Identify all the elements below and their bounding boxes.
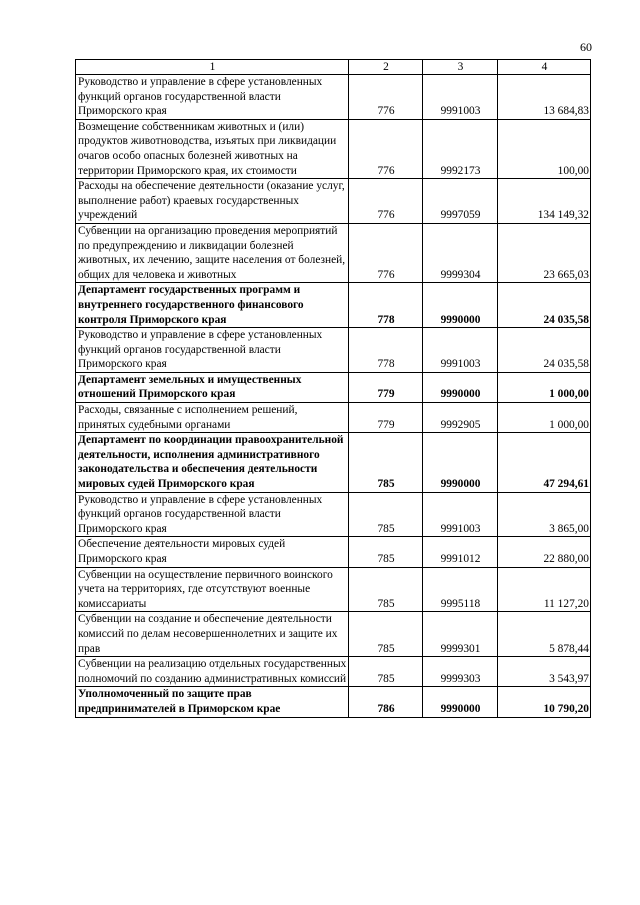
column-header-4: 4	[498, 60, 591, 75]
row-name: Обеспечение деятельности мировых судей Приморского края	[76, 537, 349, 567]
row-amount: 24 035,58	[498, 328, 591, 373]
table-row	[76, 119, 591, 178]
row-department-code: 785	[349, 492, 423, 537]
row-amount: 23 665,03	[498, 223, 591, 282]
row-amount: 13 684,83	[498, 75, 591, 120]
table-body	[76, 75, 591, 718]
page-number: 60	[580, 40, 592, 54]
row-amount: 24 035,58	[498, 283, 591, 328]
row-name: Субвенции на организацию проведения мероприятий по предупреждению и ликвидации болезней животных, их лечению, защите населения от болезней, общих для человека и животных	[76, 223, 349, 282]
row-amount: 3 543,97	[498, 657, 591, 687]
row-target-code: 9991003	[423, 492, 498, 537]
row-amount: 5 878,44	[498, 612, 591, 657]
row-target-code: 9999301	[423, 612, 498, 657]
row-amount: 134 149,32	[498, 179, 591, 224]
column-header-1: 1	[76, 60, 349, 75]
row-target-code: 9992173	[423, 119, 498, 178]
row-name: Субвенции на осуществление первичного воинского учета на территориях, где отсутствуют военные комиссариаты	[76, 567, 349, 612]
row-name: Руководство и управление в сфере установленных функций органов государственной власти Приморского края	[76, 328, 349, 373]
header-row	[76, 60, 591, 75]
column-header-3: 3	[423, 60, 498, 75]
row-amount: 10 790,20	[498, 687, 591, 717]
row-name: Возмещение собственникам животных и (или) продуктов животноводства, изъятых при ликвидации очагов особо опасных болезней животных на территории Приморского края, их стоимости	[76, 119, 349, 178]
table-row	[76, 179, 591, 224]
row-amount: 47 294,61	[498, 433, 591, 492]
row-amount: 1 000,00	[498, 403, 591, 433]
row-department-code: 785	[349, 657, 423, 687]
row-amount: 100,00	[498, 119, 591, 178]
table-row	[76, 283, 591, 328]
row-department-code: 776	[349, 223, 423, 282]
row-target-code: 9991003	[423, 328, 498, 373]
row-department-code: 786	[349, 687, 423, 717]
row-amount: 22 880,00	[498, 537, 591, 567]
row-target-code: 9991012	[423, 537, 498, 567]
row-name: Субвенции на создание и обеспечение деятельности комиссий по делам несовершеннолетних и защите их прав	[76, 612, 349, 657]
row-department-code: 778	[349, 328, 423, 373]
row-name: Руководство и управление в сфере установленных функций органов государственной власти Приморского края	[76, 75, 349, 120]
row-department-code: 785	[349, 433, 423, 492]
row-name: Субвенции на реализацию отдельных государственных полномочий по созданию административных комиссий	[76, 657, 349, 687]
row-target-code: 9992905	[423, 403, 498, 433]
row-target-code: 9997059	[423, 179, 498, 224]
row-name: Расходы на обеспечение деятельности (оказание услуг, выполнение работ) краевых государственных учреждений	[76, 179, 349, 224]
table-row	[76, 657, 591, 687]
row-name: Уполномоченный по защите прав предпринимателей в Приморском крае	[76, 687, 349, 717]
row-target-code: 9990000	[423, 687, 498, 717]
row-target-code: 9990000	[423, 433, 498, 492]
table-row	[76, 612, 591, 657]
row-department-code: 779	[349, 372, 423, 402]
row-amount: 1 000,00	[498, 372, 591, 402]
table-row	[76, 372, 591, 402]
table-row	[76, 75, 591, 120]
row-department-code: 785	[349, 567, 423, 612]
table-row	[76, 433, 591, 492]
row-target-code: 9995118	[423, 567, 498, 612]
table-row	[76, 328, 591, 373]
row-department-code: 776	[349, 119, 423, 178]
row-amount: 3 865,00	[498, 492, 591, 537]
table-row	[76, 567, 591, 612]
row-department-code: 785	[349, 537, 423, 567]
row-target-code: 9990000	[423, 372, 498, 402]
budget-table	[75, 59, 591, 718]
row-department-code: 776	[349, 179, 423, 224]
table-row	[76, 687, 591, 717]
table-row	[76, 537, 591, 567]
row-amount: 11 127,20	[498, 567, 591, 612]
row-department-code: 779	[349, 403, 423, 433]
row-name: Департамент земельных и имущественных отношений Приморского края	[76, 372, 349, 402]
row-target-code: 9990000	[423, 283, 498, 328]
table-row	[76, 492, 591, 537]
row-name: Департамент государственных программ и внутреннего государственного финансового контроля Приморского края	[76, 283, 349, 328]
row-target-code: 9999304	[423, 223, 498, 282]
row-name: Расходы, связанные с исполнением решений, принятых судебными органами	[76, 403, 349, 433]
row-name: Руководство и управление в сфере установленных функций органов государственной власти Приморского края	[76, 492, 349, 537]
row-department-code: 785	[349, 612, 423, 657]
row-department-code: 778	[349, 283, 423, 328]
row-target-code: 9999303	[423, 657, 498, 687]
table-row	[76, 223, 591, 282]
row-name: Департамент по координации правоохранительной деятельности, исполнения административного законодательства и обеспечения деятельности мировых судей Приморского края	[76, 433, 349, 492]
row-target-code: 9991003	[423, 75, 498, 120]
column-header-2: 2	[349, 60, 423, 75]
row-department-code: 776	[349, 75, 423, 120]
table-row	[76, 403, 591, 433]
